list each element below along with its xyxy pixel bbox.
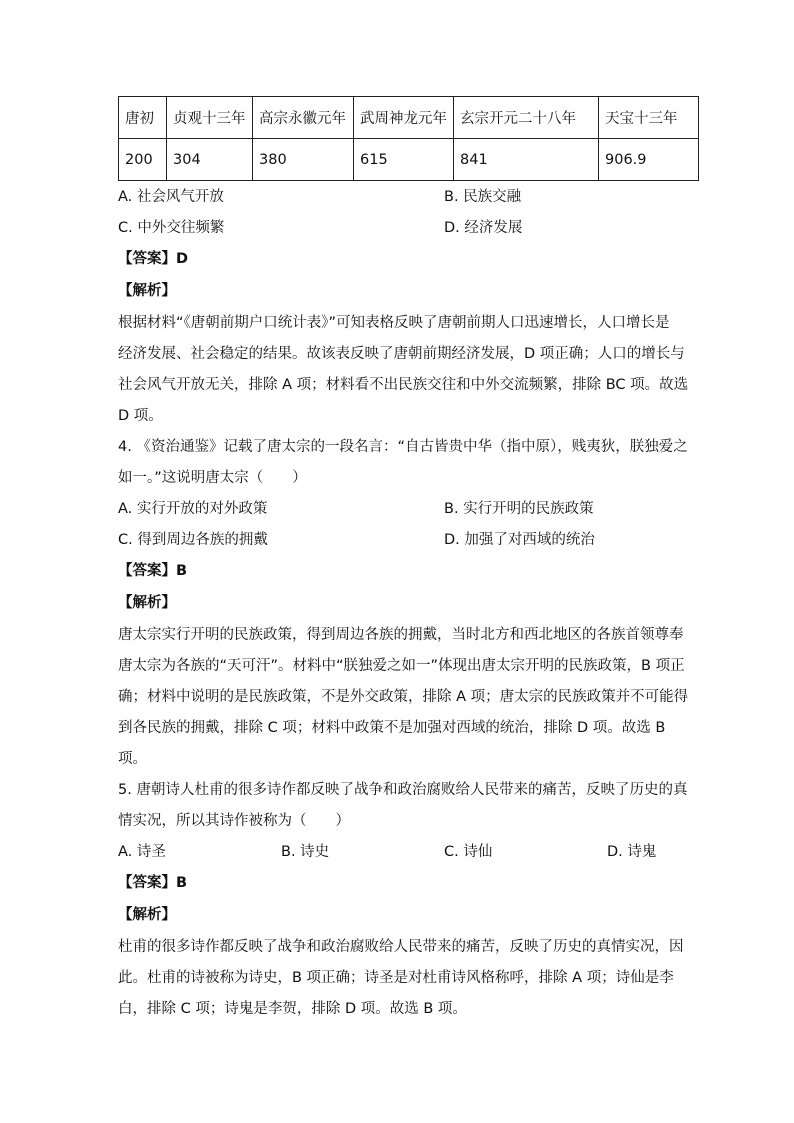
q3-answer: 【答案】D: [118, 251, 189, 267]
q3-option-a: A. 社会风气开放: [118, 189, 224, 205]
q3-option-d: D. 经济发展: [444, 220, 523, 236]
table-cell: 906.9: [599, 139, 699, 181]
table-header-cell: 武周神龙元年: [354, 97, 454, 139]
q3-analysis-line: 社会风气开放无关，排除 A 项；材料看不出民族交往和中外交流频繁，排除 BC 项。故选: [118, 377, 689, 393]
q5-option-a: A. 诗圣: [118, 844, 166, 860]
table-row: [119, 139, 699, 181]
q5-analysis-line: 杜甫的很多诗作都反映了战争和政治腐败给人民带来的痛苦，反映了历史的真情实况，因: [118, 939, 684, 955]
q4-analysis-line: 项。: [118, 751, 147, 767]
q4-analysis-label: 【解析】: [118, 595, 176, 611]
q3-option-c: C. 中外交往频繁: [118, 220, 225, 236]
table-cell: 200: [119, 139, 167, 181]
q5-option-d: D. 诗鬼: [607, 844, 657, 860]
q5-analysis-line: 白，排除 C 项；诗鬼是李贺，排除 D 项。故选 B 项。: [118, 1001, 467, 1017]
table-header-cell: 唐初: [119, 97, 167, 139]
table-header-cell: 天宝十三年: [599, 97, 699, 139]
q4-option-b: B. 实行开明的民族政策: [444, 501, 594, 517]
table-cell: 841: [454, 139, 599, 181]
q5-option-b: B. 诗史: [281, 844, 330, 860]
q3-analysis-label: 【解析】: [118, 283, 176, 299]
q3-analysis-line: D 项。: [118, 408, 163, 424]
q4-stem-line: 如一。”这说明唐太宗（ ）: [118, 470, 307, 486]
q5-analysis-line: 此。杜甫的诗被称为诗史，B 项正确；诗圣是对杜甫诗风格称呼，排除 A 项；诗仙是李: [118, 970, 674, 986]
table-header-cell: 贞观十三年: [167, 97, 253, 139]
q5-analysis-label: 【解析】: [118, 907, 176, 923]
q5-option-c: C. 诗仙: [444, 844, 493, 860]
q3-option-b: B. 民族交融: [444, 189, 522, 205]
table-header-cell: 高宗永徽元年: [253, 97, 354, 139]
q4-analysis-line: 到各民族的拥戴，排除 C 项；材料中政策不是加强对西域的统治，排除 D 项。故选 B: [118, 720, 666, 736]
q4-analysis-line: 确；材料中说明的是民族政策，不是外交政策，排除 A 项；唐太宗的民族政策并不可能得: [118, 689, 689, 705]
population-table: [118, 96, 699, 181]
table-header-cell: 玄宗开元二十八年: [454, 97, 599, 139]
table-header-row: [119, 97, 699, 139]
q4-analysis-line: 唐太宗为各族的“天可汗”。材料中“朕独爱之如一”体现出唐太宗开明的民族政策，B 项正: [118, 658, 685, 674]
table-cell: 380: [253, 139, 354, 181]
q4-answer: 【答案】B: [118, 563, 188, 579]
q4-option-c: C. 得到周边各族的拥戴: [118, 532, 268, 548]
q3-analysis-line: 根据材料“《唐朝前期户口统计表》”可知表格反映了唐朝前期人口迅速增长，人口增长是: [118, 315, 670, 331]
q4-option-a: A. 实行开放的对外政策: [118, 501, 268, 517]
q5-answer: 【答案】B: [118, 875, 188, 891]
table-cell: 615: [354, 139, 454, 181]
q4-option-d: D. 加强了对西域的统治: [444, 532, 595, 548]
q4-analysis-line: 唐太宗实行开明的民族政策，得到周边各族的拥戴，当时北方和西北地区的各族首领尊奉: [118, 627, 684, 643]
q5-stem-line: 5. 唐朝诗人杜甫的很多诗作都反映了战争和政治腐败给人民带来的痛苦，反映了历史的真: [118, 782, 688, 798]
q4-stem-line: 4. 《资治通鉴》记载了唐太宗的一段名言：“自古皆贵中华（指中原），贱夷狄，朕独爱之: [118, 439, 688, 455]
q5-stem-line: 情实况，所以其诗作被称为（ ）: [118, 813, 350, 829]
table-cell: 304: [167, 139, 253, 181]
q3-analysis-line: 经济发展、社会稳定的结果。故该表反映了唐朝前期经济发展，D 项正确；人口的增长与: [118, 346, 685, 362]
